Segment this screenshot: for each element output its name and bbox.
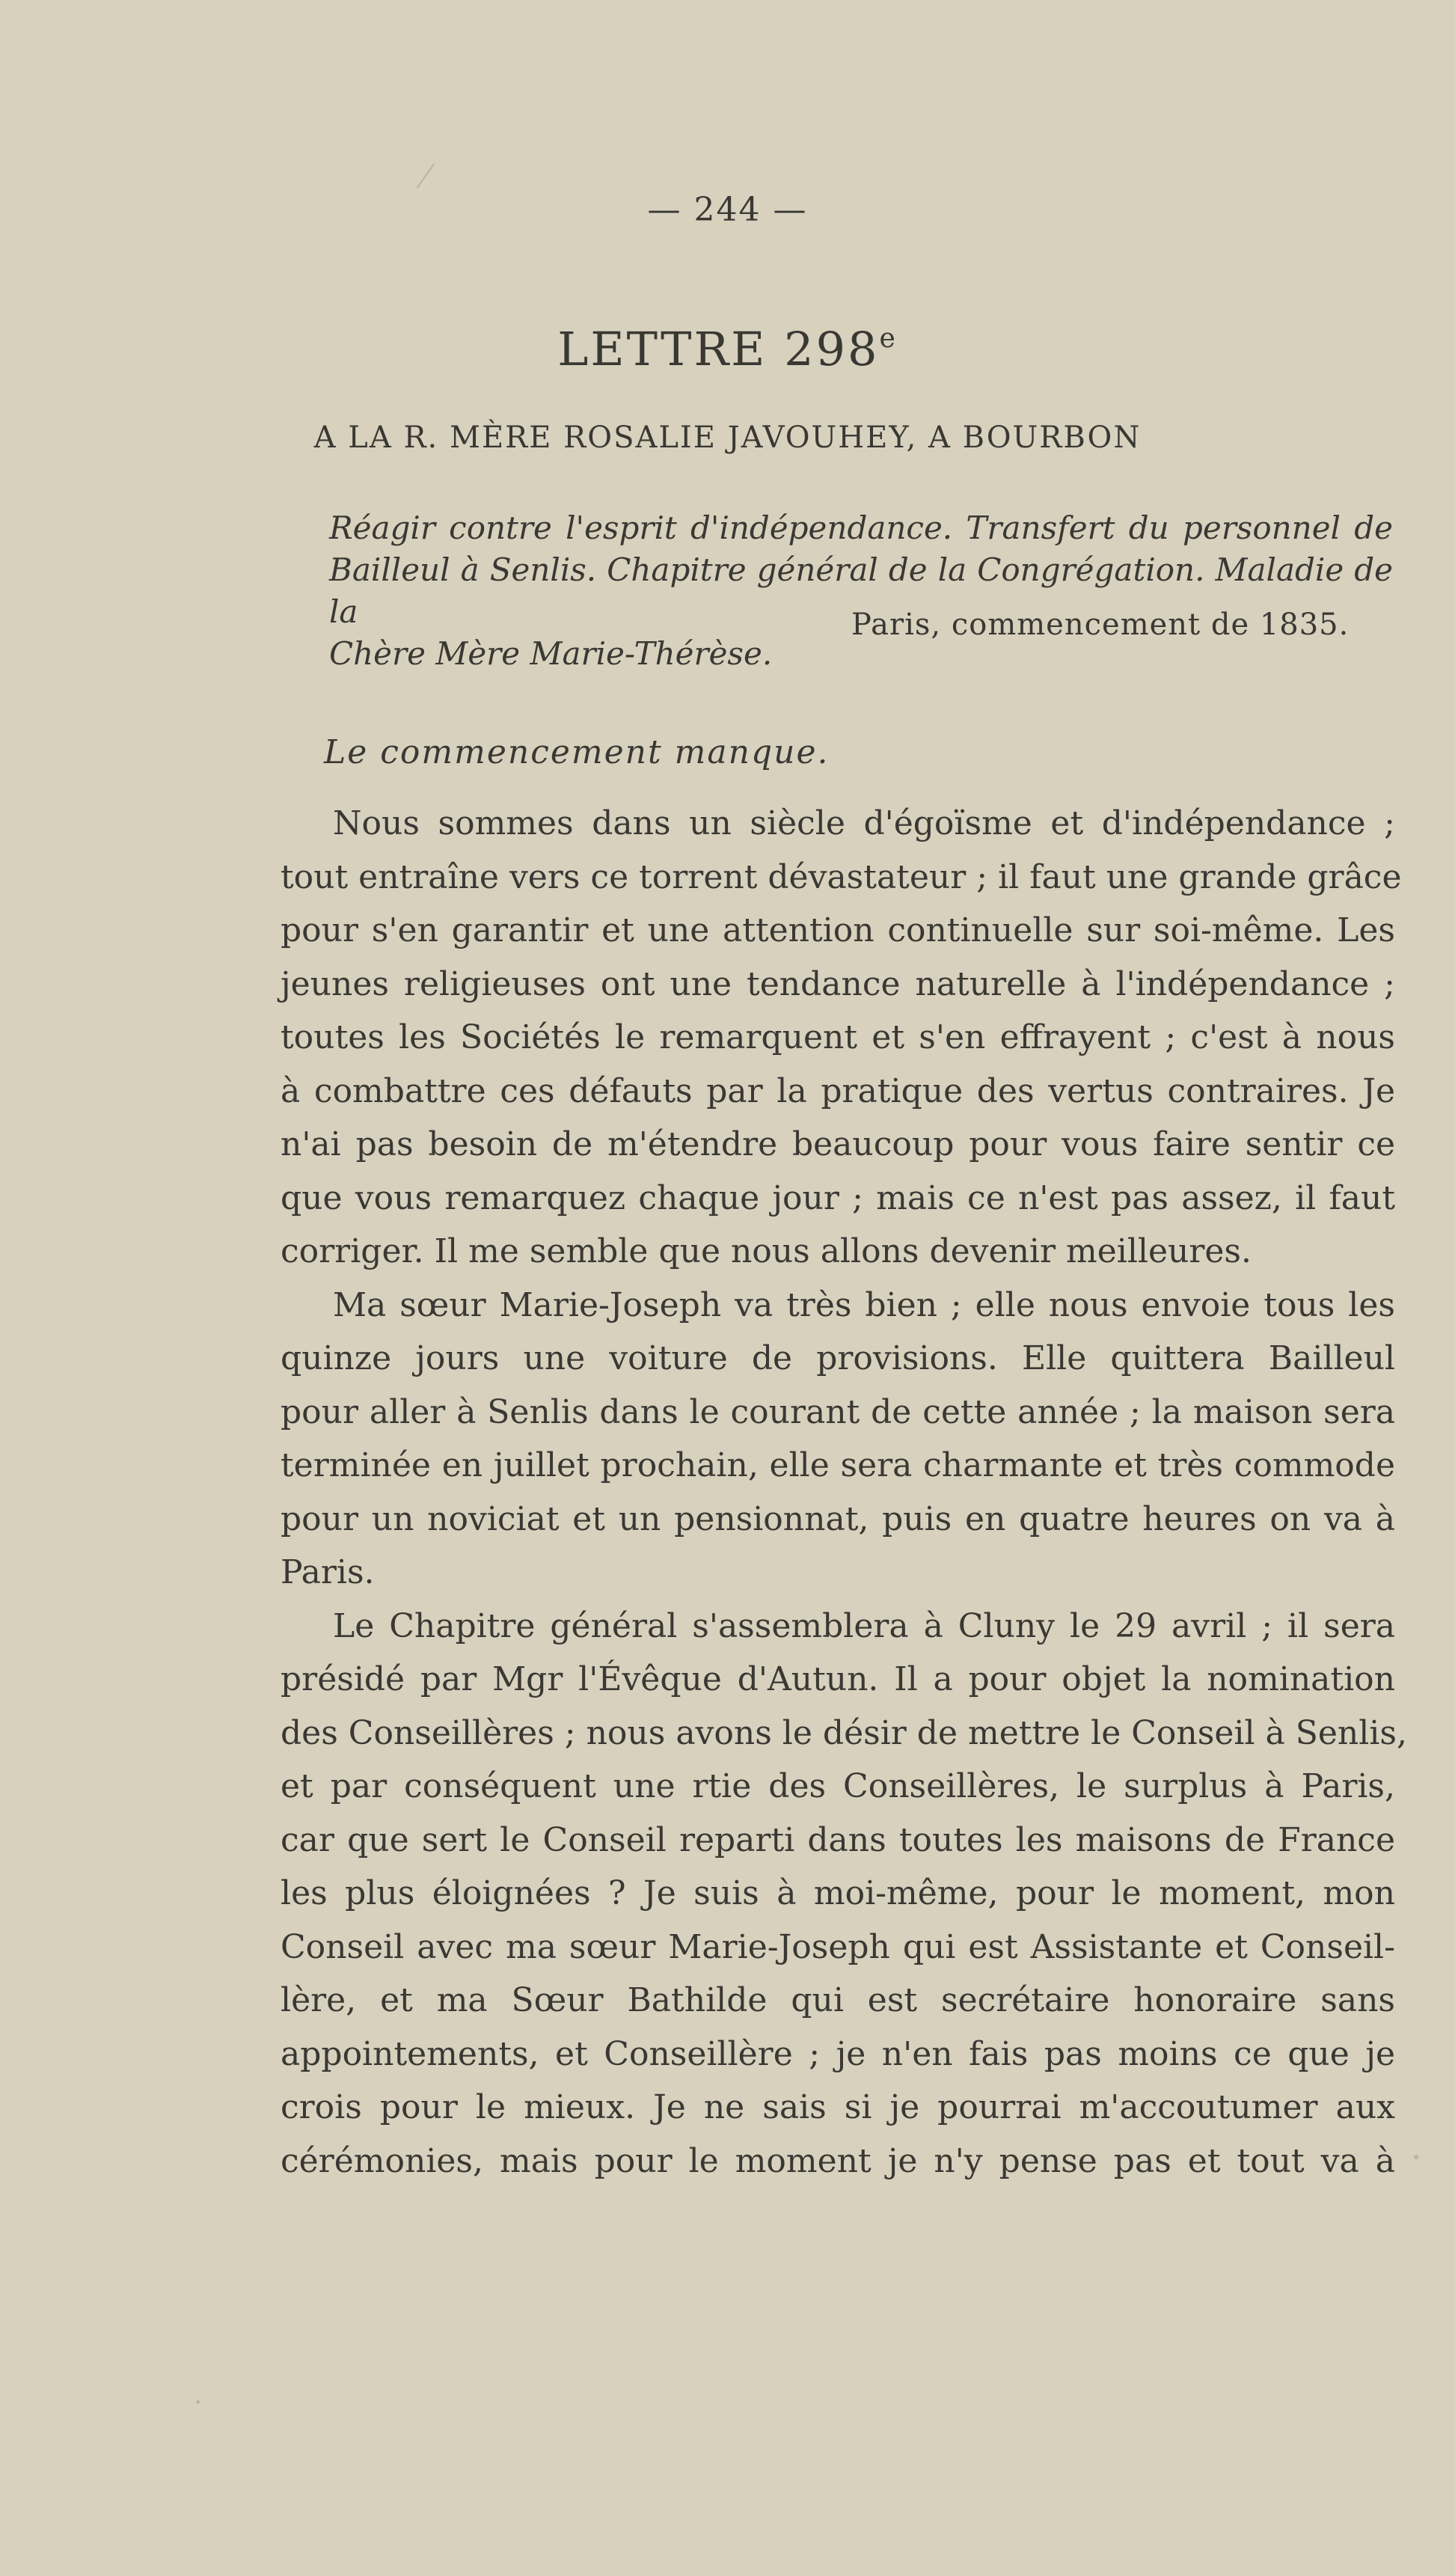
- body-line: crois pour le mieux. Je ne sais si je pourrai m'accoutumer aux: [281, 2088, 1395, 2126]
- body-line: cérémonies, mais pour le moment je n'y pense pas et tout va à: [281, 2141, 1395, 2180]
- body-line: quinze jours une voiture de provisions. Elle quittera Bailleul: [281, 1339, 1395, 1377]
- body-line: terminée en juillet prochain, elle sera charmante et très commode: [281, 1446, 1395, 1484]
- body-line: tout entraîne vers ce torrent dévastateur ; il faut une grande grâce: [281, 857, 1402, 896]
- body-line: toutes les Sociétés le remarquent et s'en effrayent ; c'est à nous: [281, 1018, 1395, 1056]
- letter-title: [0, 322, 1455, 376]
- body-line: des Conseillères ; nous avons le désir de mettre le Conseil à Senlis,: [281, 1713, 1407, 1752]
- body-line: lère, et ma Sœur Bathilde qui est secrétaire honoraire sans: [281, 1981, 1395, 2019]
- summary-line: Réagir contre l'esprit d'indépendance. Transfert du personnel de: [329, 510, 1393, 546]
- body-line: que vous remarquez chaque jour ; mais ce n'est pas assez, il faut: [281, 1178, 1395, 1217]
- body-line: appointements, et Conseillère ; je n'en fais pas moins ce que je: [281, 2034, 1395, 2073]
- paper-speck: [196, 2400, 200, 2404]
- dateline: Paris, commencement de 1835.: [851, 608, 1350, 642]
- body-line: présidé par Mgr l'Évêque d'Autun. Il a pour objet la nomination: [281, 1660, 1395, 1698]
- body-line: et par conséquent une rtie des Conseillères, le surplus à Paris,: [281, 1767, 1395, 1805]
- letter-title-text: LETTRE 298: [557, 322, 880, 376]
- body-line: corriger. Il me semble que nous allons devenir meilleures.: [281, 1232, 1252, 1270]
- body-line: pour un noviciat et un pensionnat, puis en quatre heures on va à: [281, 1499, 1395, 1538]
- body-line: à combattre ces défauts par la pratique des vertus contraires. Je: [281, 1071, 1395, 1110]
- missing-note: Le commencement manque.: [324, 733, 830, 771]
- body-line: Le Chapitre général s'assemblera à Cluny le 29 avril ; il sera: [333, 1606, 1395, 1645]
- body-line: les plus éloignées ? Je suis à moi-même, pour le moment, mon: [281, 1874, 1395, 1912]
- body-line: car que sert le Conseil reparti dans toutes les maisons de France: [281, 1820, 1395, 1859]
- letter-recipient: A LA R. MÈRE ROSALIE JAVOUHEY, A BOURBON: [313, 420, 1142, 455]
- paper-speck: [417, 163, 435, 189]
- body-line: Nous sommes dans un siècle d'égoïsme et d'indépendance ;: [333, 804, 1395, 842]
- letter-title-suffix: e: [879, 323, 898, 354]
- body-line: n'ai pas besoin de m'étendre beaucoup pour vous faire sentir ce: [281, 1125, 1395, 1163]
- letter-summary: [329, 507, 1393, 675]
- body-line: jeunes religieuses ont une tendance naturelle à l'indépendance ;: [281, 964, 1395, 1003]
- body-line: Conseil avec ma sœur Marie-Joseph qui est Assistante et Conseil-: [281, 1927, 1395, 1966]
- page-number: — 244 —: [647, 191, 808, 229]
- summary-line: Chère Mère Marie-Thérèse.: [329, 635, 773, 672]
- body-line: pour aller à Senlis dans le courant de cette année ; la maison sera: [281, 1392, 1395, 1431]
- paper-speck: [1414, 2155, 1418, 2159]
- letter-body: [281, 797, 1407, 2188]
- body-line: pour s'en garantir et une attention continuelle sur soi-même. Les: [281, 911, 1395, 949]
- body-line: Paris.: [281, 1553, 375, 1591]
- body-line: Ma sœur Marie-Joseph va très bien ; elle nous envoie tous les: [333, 1285, 1395, 1324]
- summary-line: Bailleul à Senlis. Chapitre général de la Congrégation. Maladie de la: [329, 551, 1393, 630]
